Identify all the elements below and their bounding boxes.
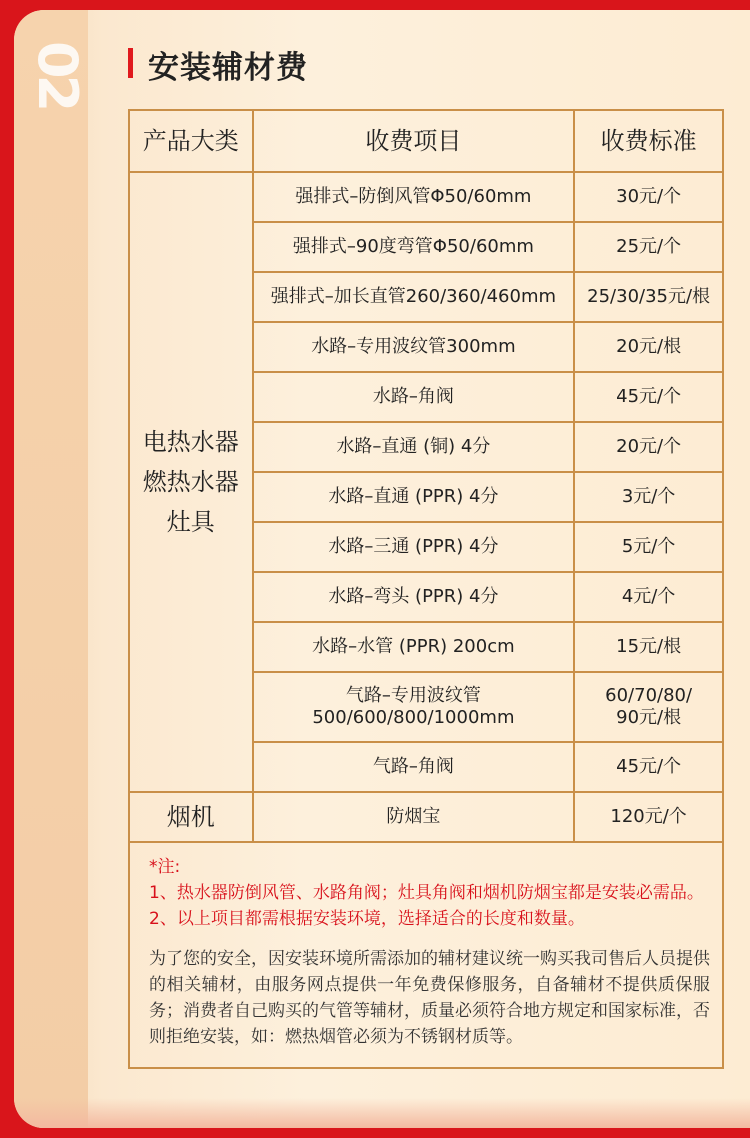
price-cell: 30元/个: [574, 172, 723, 222]
fee-table: [128, 109, 724, 843]
item-cell: 水路–直通 (PPR) 4分: [253, 472, 575, 522]
item-cell: 水路–专用波纹管300mm: [253, 322, 575, 372]
price-cell: [574, 672, 723, 742]
item-cell: 强排式–加长直管260/360/460mm: [253, 272, 575, 322]
price-cell: 25/30/35元/根: [574, 272, 723, 322]
notes-heading: *注:: [149, 857, 181, 877]
category-cell-water-heaters: [129, 172, 253, 792]
item-cell: 强排式–防倒风管Φ50/60mm: [253, 172, 575, 222]
item-cell: 防烟宝: [253, 792, 575, 842]
item-line: 500/600/800/1000mm: [312, 707, 515, 728]
price-cell: 45元/个: [574, 372, 723, 422]
price-cell: 5元/个: [574, 522, 723, 572]
notes-body: 为了您的安全，因安装环境所需添加的辅材建议统一购买我司售后人员提供的相关辅材，由服务网点提供一年免费保修服务，自备辅材不提供质保服务；消费者自己购买的气管等辅材，质量必须符合地方规定和国家标准，否则拒绝安装，如：燃热烟管必须为不锈钢材质等。: [149, 949, 710, 1047]
category-line: 灶具: [166, 508, 215, 536]
header-category: 产品大类: [129, 110, 253, 172]
price-cell: 15元/根: [574, 622, 723, 672]
item-cell: 水路–直通 (铜) 4分: [253, 422, 575, 472]
price-cell: 4元/个: [574, 572, 723, 622]
item-cell: 水路–角阀: [253, 372, 575, 422]
bottom-glow: [14, 1098, 750, 1128]
note-line-1: 1、热水器防倒风管、水路角阀；灶具角阀和烟机防烟宝都是安装必需品。: [149, 883, 704, 903]
price-cell: 20元/根: [574, 322, 723, 372]
item-cell: 水路–弯头 (PPR) 4分: [253, 572, 575, 622]
table-header-row: [129, 110, 723, 172]
item-line: 气路–专用波纹管: [345, 684, 481, 706]
item-cell: 气路–角阀: [253, 742, 575, 792]
category-cell-range-hood: 烟机: [129, 792, 253, 842]
header-item: 收费项目: [253, 110, 575, 172]
item-cell: 水路–水管 (PPR) 200cm: [253, 622, 575, 672]
category-line: 电热水器: [142, 428, 239, 456]
item-cell: 强排式–90度弯管Φ50/60mm: [253, 222, 575, 272]
item-cell: 水路–三通 (PPR) 4分: [253, 522, 575, 572]
table-row: [129, 792, 723, 842]
side-strip: [14, 10, 88, 1128]
price-cell: 20元/个: [574, 422, 723, 472]
price-cell: 25元/个: [574, 222, 723, 272]
price-line: 60/70/80/: [605, 684, 693, 706]
note-line-2: 2、以上项目都需根据安装环境，选择适合的长度和数量。: [149, 909, 585, 929]
price-cell: 45元/个: [574, 742, 723, 792]
section-number: 02: [26, 41, 89, 109]
title-accent-bar: [128, 48, 133, 78]
item-cell: [253, 672, 575, 742]
header-price: 收费标准: [574, 110, 723, 172]
page-title: 安装辅材费: [148, 50, 308, 86]
price-cell: 3元/个: [574, 472, 723, 522]
price-line: 90元/根: [616, 707, 682, 728]
table-row: [129, 172, 723, 222]
price-cell: 120元/个: [574, 792, 723, 842]
notes-box: [128, 838, 724, 1069]
category-line: 燃热水器: [142, 468, 239, 496]
